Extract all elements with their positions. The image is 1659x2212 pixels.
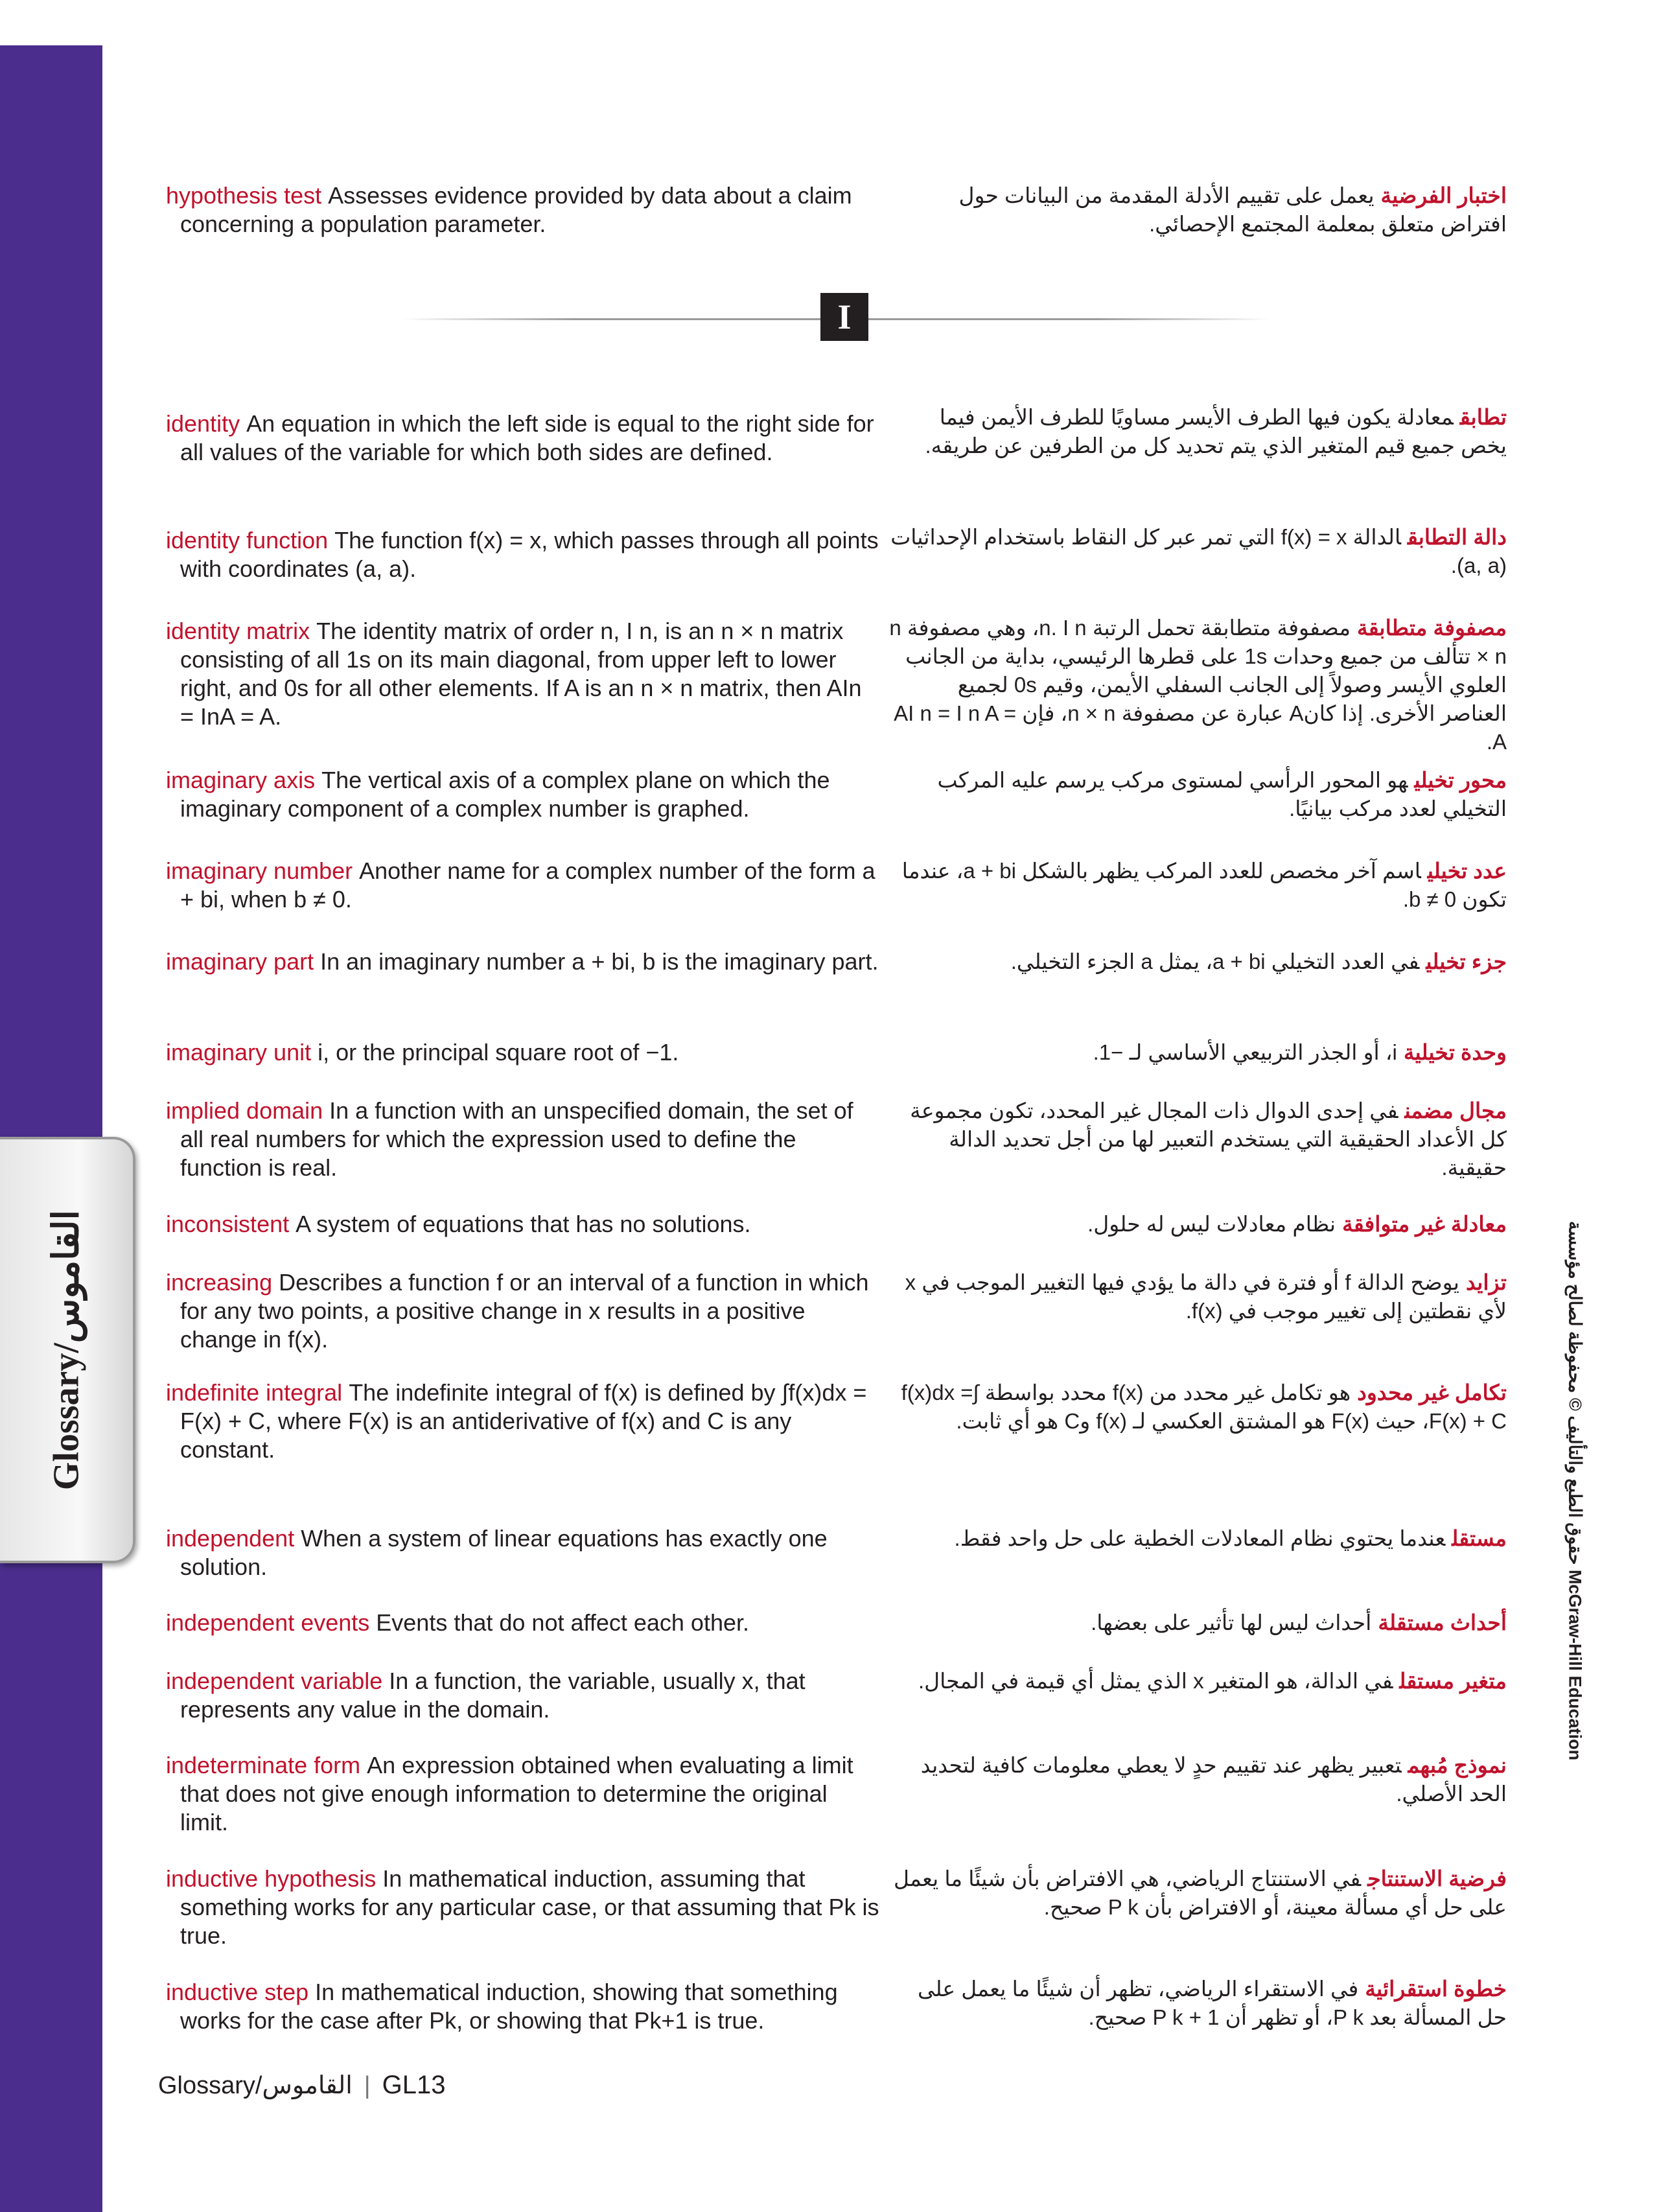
top-margin — [0, 0, 102, 45]
entry-ar-inductive-hypothesis — [888, 1865, 1507, 1922]
entry-ar-independent — [888, 1524, 1507, 1553]
definition: هو تكامل غير محدد من f(x) محدد بواسطة ∫f(x)dx = F(x) + C، حيث F(x) هو المشتق العكسي لـ f(x) وC هو أي ثابت. — [901, 1380, 1507, 1433]
definition: In a function with an unspecified domain, the set of all real numbers for which the expression used to define the function is real. — [180, 1097, 853, 1181]
term: تطابق — [1459, 405, 1507, 429]
term: imaginary part — [166, 948, 314, 975]
definition: In a function, the variable, usually x, that represents any value in the domain. — [180, 1668, 806, 1723]
definition: نظام معادلات ليس له حلول. — [1087, 1212, 1336, 1236]
entry-ar-imaginary-axis — [888, 766, 1507, 823]
page-footer — [158, 2071, 446, 2100]
glossary-tab[interactable] — [0, 1137, 135, 1563]
definition: هو المحور الرأسي لمستوى مركب يرسم عليه المركب التخيلي لعدد مركب بيانيًا. — [937, 768, 1507, 821]
entry-en-implied-domain — [166, 1097, 880, 1182]
term: تزايد — [1465, 1270, 1507, 1294]
term: تكامل غير محدود — [1357, 1380, 1507, 1404]
definition: في الاستقراء الرياضي، تظهر أن شيئًا ما يعمل على حل المسألة بعد P k، أو تظهر أن P k + 1 صحيح. — [917, 1977, 1507, 2029]
definition: i, or the principal square root of −1. — [318, 1039, 679, 1065]
definition: In an imaginary number a + bi, b is the imaginary part. — [320, 948, 879, 975]
term: independent events — [166, 1609, 370, 1636]
entry-en-imaginary-part — [166, 948, 880, 976]
term: inductive hypothesis — [166, 1865, 377, 1892]
entry-en-imaginary-axis — [166, 766, 880, 823]
term: نموذج مُبهم — [1408, 1753, 1507, 1777]
term: hypothesis test — [166, 182, 322, 209]
entry-en-independent — [166, 1524, 880, 1581]
entry-en-indeterminate-form — [166, 1751, 880, 1837]
term: أحداث مستقلة — [1378, 1611, 1507, 1635]
definition: When a system of linear equations has exactly one solution. — [180, 1525, 828, 1580]
side-color-bar — [0, 45, 102, 2212]
term: inconsistent — [166, 1211, 290, 1237]
term: اختبار الفرضية — [1380, 183, 1507, 207]
definition: يعمل على تقييم الأدلة المقدمة من البيانات حول افتراض متعلق بمعلمة المجتمع الإحصائي. — [958, 183, 1507, 236]
term: عدد تخيلي — [1427, 859, 1507, 883]
entry-ar-indefinite-integral — [888, 1379, 1507, 1436]
term: جزء تخيلي — [1426, 949, 1507, 973]
entry-en-inductive-hypothesis — [166, 1865, 880, 1950]
copyright-notice: حقوق الطبع والتأليف © محفوظة لصالح مؤسسة McGraw-Hill Education — [1565, 1220, 1585, 1761]
entry-en-indefinite-integral — [166, 1379, 880, 1464]
definition: The identity matrix of order n, I n, is an n × n matrix consisting of all 1s on its main diagonal, from upper left to lower right, and 0s for all other elements. If A is an n × n matrix, then AIn = InA = A. — [180, 618, 862, 730]
term: indeterminate form — [166, 1752, 361, 1778]
definition: The vertical axis of a complex plane on which the imaginary component of a complex number is graphed. — [180, 767, 830, 822]
term: implied domain — [166, 1097, 323, 1124]
term: خطوة استقرائية — [1365, 1977, 1507, 2001]
entry-en-independent-events — [166, 1609, 880, 1637]
term: imaginary unit — [166, 1039, 312, 1065]
entry-ar-indeterminate-form — [888, 1751, 1507, 1808]
definition: i، أو الجذر التربيعي الأساسي لـ −1. — [1093, 1040, 1397, 1064]
term: متغير مستقل — [1399, 1669, 1507, 1693]
definition: اسم آخر مخصص للعدد المركب يظهر بالشكل a + bi، عندما تكون b ≠ 0. — [901, 859, 1507, 911]
entry-ar-independent-variable — [888, 1667, 1507, 1695]
term: inductive step — [166, 1979, 309, 2005]
entry-en-independent-variable — [166, 1667, 880, 1724]
entry-en-inconsistent — [166, 1210, 880, 1239]
definition: تعبير يظهر عند تقييم حدٍ لا يعطي معلومات كافية لتحديد الحد الأصلي. — [920, 1753, 1507, 1806]
term: independent — [166, 1525, 295, 1552]
definition: الدالة f(x) = x التي تمر عبر كل النقاط باستخدام الإحداثيات (a, a). — [890, 525, 1507, 577]
definition: أحداث ليس لها تأثير على بعضها. — [1091, 1611, 1372, 1635]
entry-en-increasing — [166, 1268, 880, 1354]
definition: An expression obtained when evaluating a limit that does not give enough information to determine the original limit. — [180, 1752, 853, 1835]
footer-separator: | — [364, 2072, 371, 2099]
definition: In mathematical induction, assuming that something works for any particular case, or that assuming that Pk is true. — [180, 1865, 879, 1949]
entry-en-inductive-step — [166, 1978, 880, 2035]
term: مستقل — [1452, 1526, 1507, 1550]
entry-ar-identity-function — [888, 523, 1507, 580]
definition: في الاستنتاج الرياضي، هي الافتراض بأن شيئًا ما يعمل على حل أي مسألة معينة، أو الافتراض بأن P k صحيح. — [894, 1867, 1507, 1919]
definition: Assesses evidence provided by data about a claim concerning a population parameter. — [180, 182, 852, 237]
definition: مصفوفة متطابقة تحمل الرتبة n. I n، وهي مصفوفة n × n تتألف من جميع وحدات 1s على قطرها الرئيسي، بداية من الجانب العلوي الأيسر وصولاً إلى الجانب السفلي الأيمن، وقيم 0s لجميع العناصر الأخرى. إذا كانA عبارة عن مصفوفة n × n، فإن AI n = I n A = A. — [889, 616, 1507, 754]
definition: Describes a function f or an interval of a function in which for any two points, a positive change in x results in a positive change in f(x). — [180, 1269, 869, 1353]
entry-ar-imaginary-number — [888, 857, 1507, 914]
definition: Events that do not affect each other. — [376, 1609, 750, 1636]
definition: يوضح الدالة f أو فترة في دالة ما يؤدي فيها التغيير الموجب في x لأي نقطتين إلى تغيير موجب في f(x). — [905, 1270, 1507, 1323]
definition: معادلة يكون فيها الطرف الأيسر مساويًا للطرف الأيمن فيما يخص جميع قيم المتغير الذي يتم تحديد كل من الطرفين عن طريقه. — [925, 405, 1507, 458]
definition: في إحدى الدوال ذات المجال غير المحدد، تكون مجموعة كل الأعداد الحقيقية التي يستخدم التعبير لها من أجل تحديد الدالة حقيقية. — [910, 1099, 1507, 1180]
entry-ar-imaginary-part — [888, 948, 1507, 976]
term: increasing — [166, 1269, 273, 1296]
term: فرضية الاستنتاج — [1367, 1867, 1507, 1891]
entry-ar-inconsistent — [888, 1210, 1507, 1239]
definition: In mathematical induction, showing that something works for the case after Pk, or showing that Pk+1 is true. — [180, 1979, 838, 2034]
term: imaginary number — [166, 857, 353, 884]
term: imaginary axis — [166, 767, 316, 793]
definition: The function f(x) = x, which passes through all points with coordinates (a, a). — [180, 527, 879, 582]
entry-ar-identity-matrix — [888, 614, 1507, 756]
entry-en-identity — [166, 410, 880, 467]
footer-label: Glossary/القاموس — [158, 2072, 353, 2099]
entry-ar-imaginary-unit — [888, 1038, 1507, 1067]
term: وحدة تخيلية — [1403, 1040, 1507, 1064]
glossary-tab-label: Glossary/القاموس — [46, 1209, 87, 1491]
entry-ar-hypothesis-test — [888, 181, 1507, 239]
term: identity matrix — [166, 618, 310, 644]
entry-en-hypothesis-test — [166, 181, 880, 239]
definition: عندما يحتوي نظام المعادلات الخطية على حل واحد فقط. — [954, 1526, 1446, 1550]
entry-en-identity-matrix — [166, 617, 880, 731]
definition: An equation in which the left side is equal to the right side for all values of the variable for which both sides are defined. — [180, 410, 874, 465]
term: مصفوفة متطابقة — [1357, 616, 1507, 640]
entry-ar-identity — [888, 403, 1507, 460]
entry-ar-implied-domain — [888, 1097, 1507, 1182]
entry-en-imaginary-number — [166, 857, 880, 914]
entry-ar-inductive-step — [888, 1975, 1507, 2032]
definition: The indefinite integral of f(x) is defined by ∫f(x)dx = F(x) + C, where F(x) is an antiderivative of f(x) and C is any constant. — [180, 1379, 867, 1463]
entry-en-identity-function — [166, 526, 880, 583]
term: independent variable — [166, 1668, 383, 1694]
definition: Another name for a complex number of the form a + bi, when b ≠ 0. — [180, 857, 876, 913]
term: معادلة غير متوافقة — [1342, 1212, 1507, 1236]
term: indefinite integral — [166, 1379, 343, 1406]
term: identity function — [166, 527, 329, 553]
page-number: GL13 — [382, 2071, 446, 2099]
entry-ar-increasing — [888, 1268, 1507, 1325]
term: identity — [166, 410, 240, 437]
term: محور تخيلي — [1414, 768, 1507, 792]
entry-en-imaginary-unit — [166, 1038, 880, 1067]
term: مجال مضمن — [1404, 1099, 1507, 1123]
definition: في العدد التخيلي a + bi، يمثل a الجزء التخيلي. — [1010, 949, 1420, 973]
definition: A system of equations that has no solutions. — [296, 1211, 751, 1237]
section-letter: I — [820, 293, 868, 341]
entry-ar-independent-events — [888, 1609, 1507, 1637]
definition: في الدالة، هو المتغير x الذي يمثل أي قيمة في المجال. — [918, 1669, 1393, 1693]
term: دالة التطابق — [1408, 525, 1507, 549]
